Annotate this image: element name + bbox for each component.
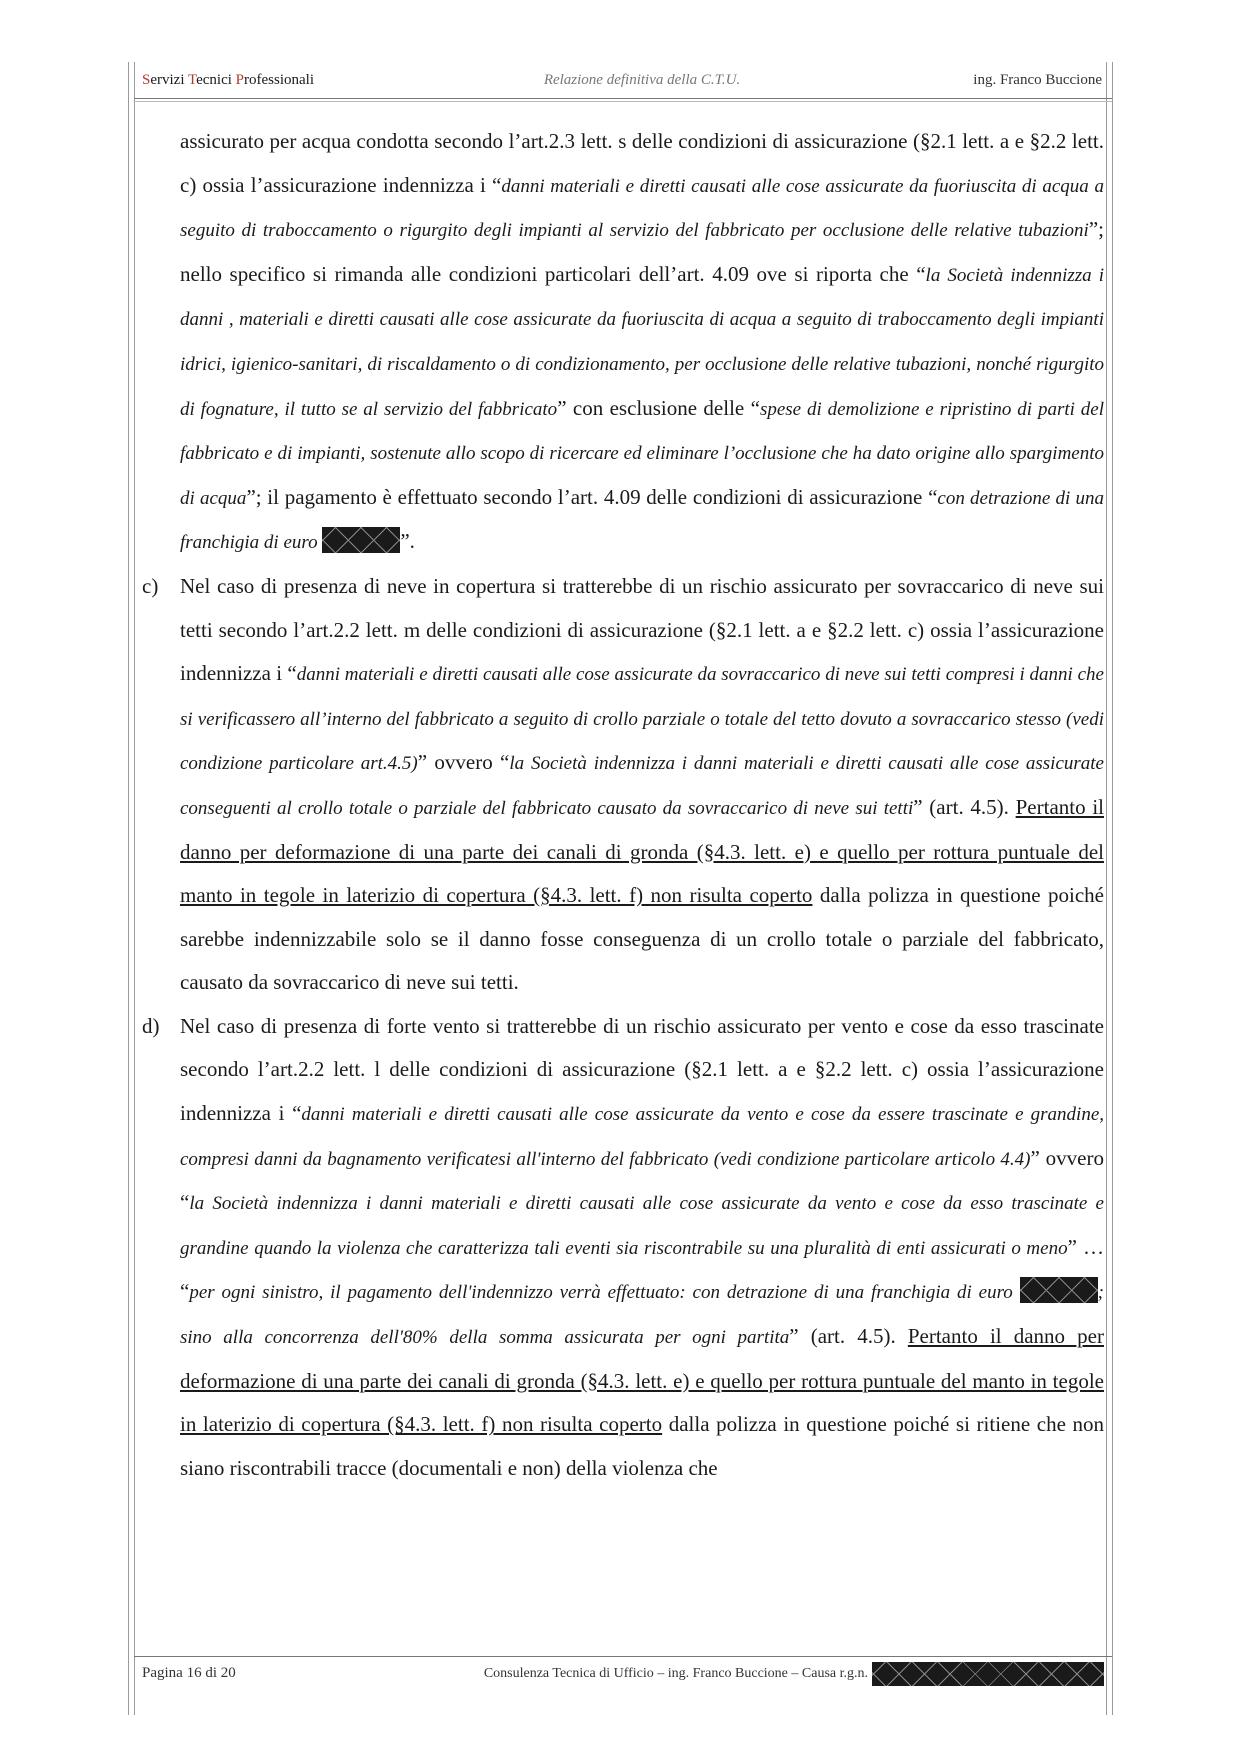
header-rule-secondary — [134, 101, 1112, 102]
header-company: Servizi Tecnici Professionali — [142, 72, 314, 88]
header-document-title: Relazione definitiva della C.T.U. — [543, 72, 741, 88]
footer-case-reference: Consulenza Tecnica di Ufficio – ing. Franco Buccione – Causa r.g.n. — [484, 1662, 1104, 1686]
underlined-conclusion: Pertanto il danno per deformazione di una parte dei canali di gronda (§4.3. lett. e) e quello per rottura puntuale del manto in tegole in laterizio di copertura (§4.3. lett. f) non risulta coperto — [180, 1324, 1104, 1437]
redacted-amount — [322, 527, 400, 553]
list-marker: c) — [142, 573, 159, 598]
border-line-left-inner — [134, 62, 135, 1715]
border-line-right-inner — [1106, 62, 1107, 1715]
page-header — [142, 70, 1102, 96]
list-item-c: c) Nel caso di presenza di neve in copertura si tratterebbe di un rischio assicurato per sovraccarico di neve sui tetti secondo l’art.2.2 lett. m delle condizioni di assicurazione (§2.1 lett. a e §2.2 lett. c) ossia l’assicurazione indennizza i “danni materiali e diretti causati alle cose assicurate da sovraccarico di neve sui tetti compresi i danni che si verificassero all’interno del fabbricato a seguito di crollo parziale o totale del tetto dovuto a sovraccarico stesso (vedi condizione particolare art.4.5)” ovvero “la Società indennizza i danni materiali e diretti causati alle cose assicurate conseguenti al crollo totale o parziale del fabbricato causato da sovraccarico di neve sui tetti” (art. 4.5). Pertanto il danno per deformazione di una parte dei canali di gronda (§4.3. lett. e) e quello per rottura puntuale del manto in tegole in laterizio di copertura (§4.3. lett. f) non risulta coperto dalla polizza in questione poiché sarebbe indennizzabile solo se il danno fosse conseguenza di un crollo totale o parziale del fabbricato, causato da sovraccarico di neve sui tetti. — [142, 565, 1104, 1005]
redacted-case-number — [872, 1662, 1104, 1686]
footer-rule — [134, 1656, 1112, 1657]
redacted-amount — [1020, 1277, 1098, 1303]
paragraph-acqua-condotta: assicurato per acqua condotta secondo l’art.2.3 lett. s delle condizioni di assicurazione (§2.1 lett. a e §2.2 lett. c) ossia l’assicurazione indennizza i “danni materiali e diretti causati alle cose assicurate da fuoriuscita di acqua a seguito di traboccamento o rigurgito degli impianti al servizio del fabbricato per occlusione delle relative tubazioni”; nello specifico si rimanda alle condizioni particolari dell’art. 4.09 ove si riporta che “la Società indennizza i danni , materiali e diretti causati alle cose assicurate da fuoriuscita di acqua a seguito di traboccamento degli impianti idrici, igienico-sanitari, di riscaldamento o di condizionamento, per occlusione delle relative tubazioni, nonché rigurgito di fognature, il tutto se al servizio del fabbricato” con esclusione delle “spese di demolizione e ripristino di parti del fabbricato e di impianti, sostenute allo scopo di ricercare ed eliminare l’occlusione che ha dato origine allo spargimento di acqua”; il pagamento è effettuato secondo l’art. 4.09 delle condizioni di assicurazione “con detrazione di una franchigia di euro ”. — [180, 129, 1104, 554]
document-body — [142, 120, 1104, 1490]
header-rule — [134, 98, 1112, 99]
header-author: ing. Franco Buccione — [973, 72, 1102, 88]
border-line-right-outer — [1112, 62, 1113, 1715]
border-line-left-outer — [128, 62, 129, 1715]
underlined-conclusion: Pertanto il danno per deformazione di una parte dei canali di gronda (§4.3. lett. e) e quello per rottura puntuale del manto in tegole in laterizio di copertura (§4.3. lett. f) non risulta coperto — [180, 794, 1104, 908]
list-marker: d) — [142, 1013, 160, 1038]
list-item-d: d) Nel caso di presenza di forte vento si tratterebbe di un rischio assicurato per vento e cose da esso trascinate secondo l’art.2.2 lett. l delle condizioni di assicurazione (§2.1 lett. a e §2.2 lett. c) ossia l’assicurazione indennizza i “danni materiali e diretti causati alle cose assicurate da vento e cose da essere trascinate e grandine, compresi danni da bagnamento verificatesi all'interno del fabbricato (vedi condizione particolare articolo 4.4)” ovvero “la Società indennizza i danni materiali e diretti causati alle cose assicurate da vento e cose da esso trascinate e grandine quando la violenza che caratterizza tali eventi sia riscontrabile su una pluralità di enti assicurati o meno” … “per ogni sinistro, il pagamento dell'indennizzo verrà effettuato: con detrazione di una franchigia di euro ; sino alla concorrenza dell'80% della somma assicurata per ogni partita” (art. 4.5). Pertanto il danno per deformazione di una parte dei canali di gronda (§4.3. lett. e) e quello per rottura puntuale del manto in tegole in laterizio di copertura (§4.3. lett. f) non risulta coperto dalla polizza in questione poiché si ritiene che non siano riscontrabili tracce (documentali e non) della violenza che — [142, 1005, 1104, 1491]
page-footer — [142, 1662, 1104, 1690]
page-number: Pagina 16 di 20 — [142, 1665, 236, 1681]
